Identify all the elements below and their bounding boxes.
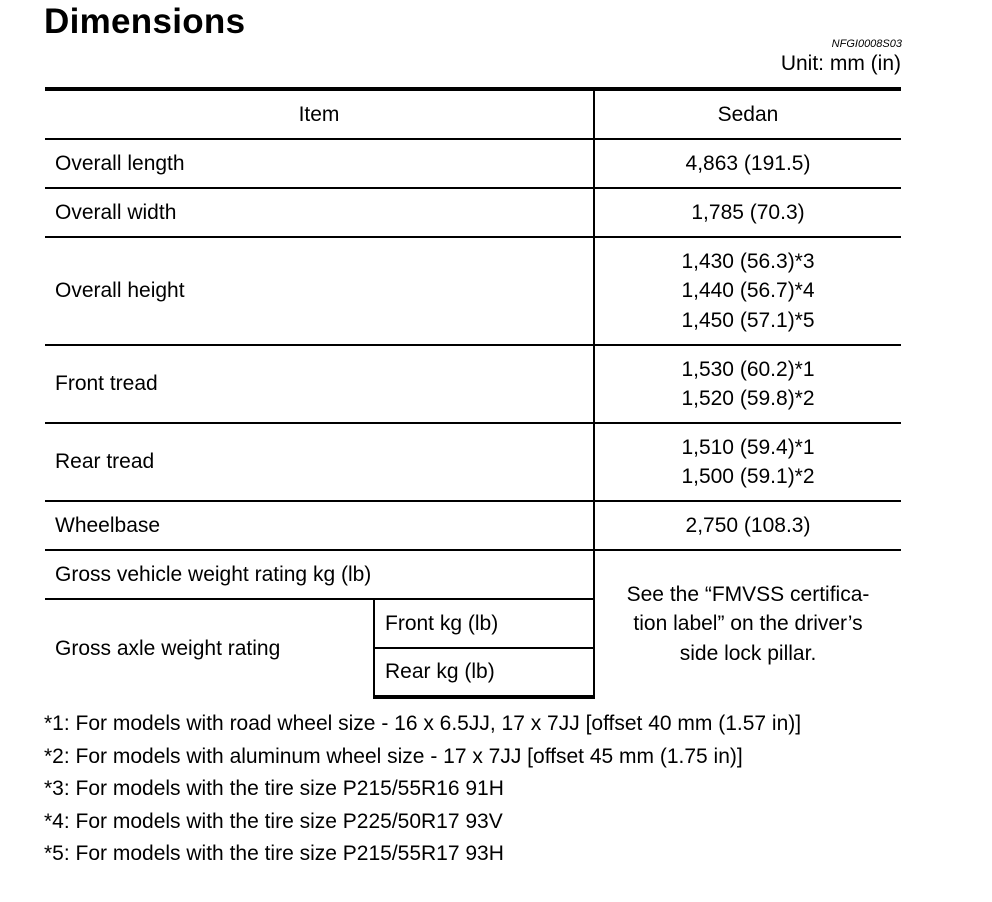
- table-header-row: [45, 89, 901, 139]
- value-line: 1,450 (57.1)*5: [681, 308, 815, 332]
- row-label-rear-tread: Rear tread: [45, 423, 594, 501]
- row-value-overall-width: [594, 188, 901, 237]
- row-value-front-tread: [594, 345, 901, 423]
- table-row: [45, 345, 901, 423]
- row-label-gawr-front: Front kg (lb): [374, 599, 594, 648]
- table-row: [45, 188, 901, 237]
- row-value-overall-length: [594, 139, 901, 188]
- unit-label: Unit: mm (in): [780, 52, 901, 75]
- row-label-overall-height: Overall height: [45, 237, 594, 345]
- footnote: *2: For models with aluminum wheel size - 17 x 7JJ [offset 45 mm (1.75 in)]: [44, 744, 743, 768]
- table-row: [45, 237, 901, 345]
- note-line: See the “FMVSS certifica-: [626, 582, 870, 606]
- table-row: [45, 423, 901, 501]
- value-line: 2,750 (108.3): [685, 513, 811, 537]
- note-line: tion label” on the driver’s: [633, 612, 863, 636]
- document-code: NFGI0008S03: [831, 38, 902, 50]
- value-line: 1,530 (60.2)*1: [681, 357, 815, 381]
- value-line: 1,500 (59.1)*2: [681, 465, 815, 488]
- weight-rating-note: [594, 550, 901, 697]
- row-label-overall-length: Overall length: [45, 139, 594, 188]
- value-line: 1,430 (56.3)*3: [681, 249, 815, 273]
- header-sedan: Sedan: [594, 89, 901, 139]
- page-title: Dimensions: [44, 2, 246, 41]
- footnotes: [44, 708, 801, 871]
- row-label-gawr-rear: Rear kg (lb): [374, 648, 594, 697]
- footnote: *3: For models with the tire size P215/55R16 91H: [44, 777, 504, 800]
- table-row: [45, 139, 901, 188]
- row-value-overall-height: [594, 237, 901, 345]
- value-line: 4,863 (191.5): [685, 151, 811, 175]
- value-line: 1,520 (59.8)*2: [681, 387, 815, 410]
- row-label-wheelbase: Wheelbase: [45, 501, 594, 550]
- dimensions-table: [45, 87, 901, 699]
- header-item: Item: [45, 89, 594, 139]
- value-line: 1,510 (59.4)*1: [681, 435, 815, 459]
- footnote: *5: For models with the tire size P215/55R17 93H: [44, 842, 504, 865]
- table-row: [45, 550, 901, 599]
- footnote: *4: For models with the tire size P225/50R17 93V: [44, 809, 503, 833]
- value-line: 1,785 (70.3): [691, 200, 805, 224]
- row-value-rear-tread: [594, 423, 901, 501]
- row-label-front-tread: Front tread: [45, 345, 594, 423]
- row-label-gvwr: Gross vehicle weight rating kg (lb): [45, 550, 594, 599]
- row-value-wheelbase: [594, 501, 901, 550]
- note-line: side lock pillar.: [679, 641, 817, 665]
- value-line: 1,440 (56.7)*4: [681, 279, 815, 303]
- footnote: *1: For models with road wheel size - 16 x 6.5JJ, 17 x 7JJ [offset 40 mm (1.57 in)]: [44, 712, 802, 735]
- row-label-gawr: Gross axle weight rating: [45, 599, 374, 697]
- row-label-overall-width: Overall width: [45, 188, 594, 237]
- table-row: [45, 501, 901, 550]
